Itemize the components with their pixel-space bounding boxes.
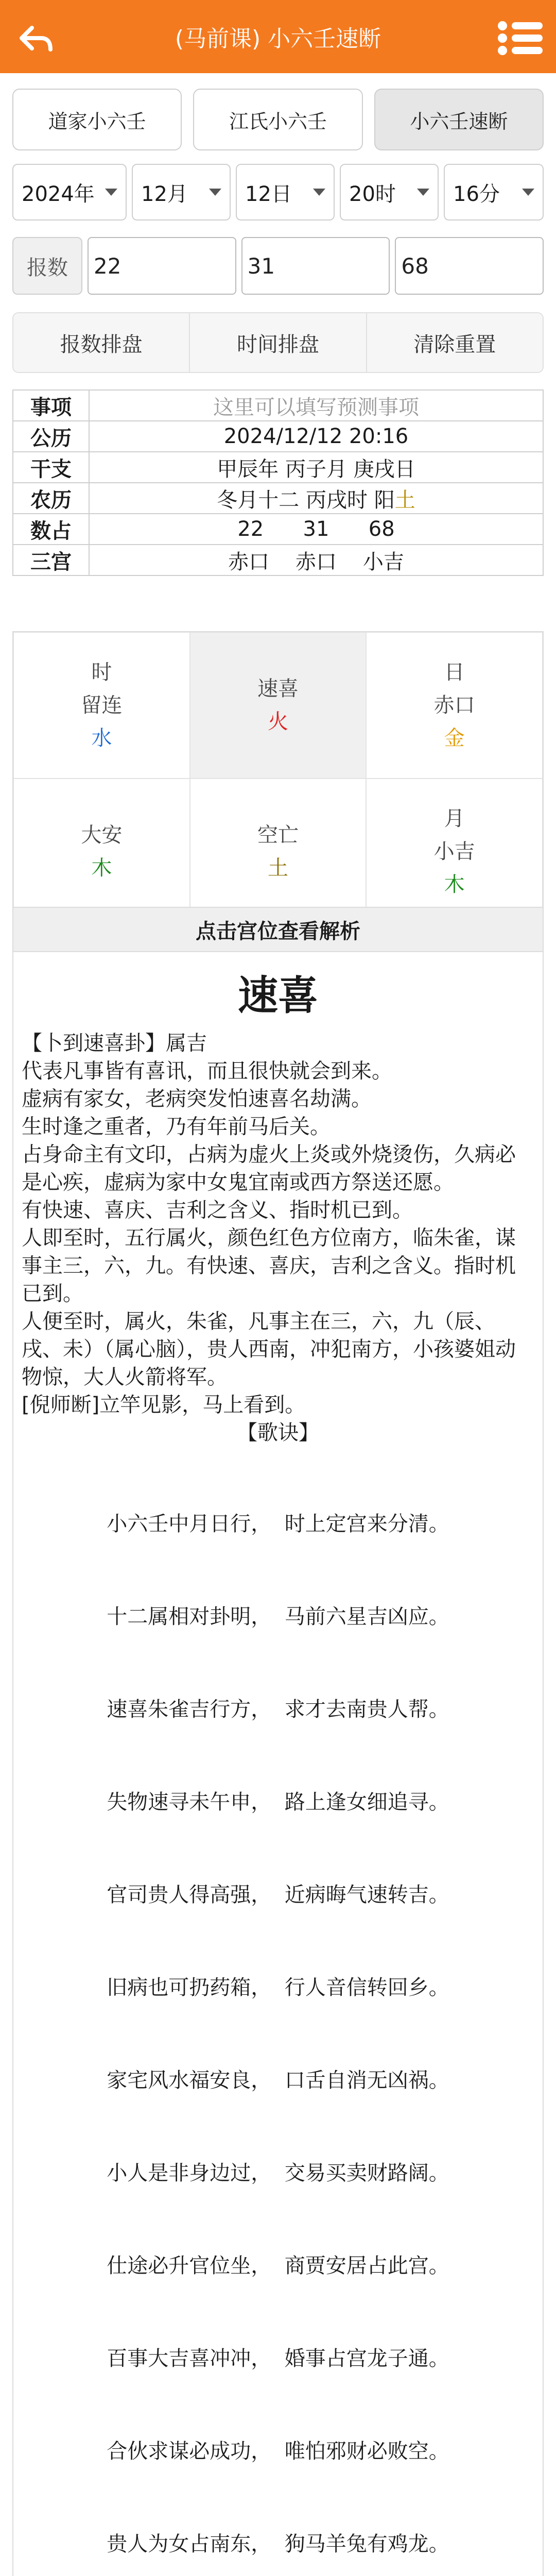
divination-number-3: 68	[368, 517, 395, 541]
poem-line: 家宅风水福安良， 口舌自消无凶祸。	[107, 2069, 449, 2092]
poem-line: 小人是非身边过， 交易买卖财路阔。	[107, 2161, 449, 2185]
analysis-body	[13, 1029, 543, 2576]
year-select[interactable]	[12, 164, 127, 221]
intro-line: 代表凡事皆有喜讯，而且很快就会到来。	[22, 1059, 392, 1083]
number-input-2[interactable]: 31	[241, 237, 390, 295]
chevron-down-icon	[105, 189, 117, 196]
matter-input[interactable]: 这里可以填写预测事项	[89, 390, 543, 421]
palace-name: 速喜	[257, 677, 299, 701]
palace-value-3: 小吉	[362, 550, 404, 574]
palace-label: 三宫	[13, 545, 89, 575]
palace-element: 水	[91, 726, 112, 750]
palace-value-2: 赤口	[296, 550, 337, 574]
palace-chikou[interactable]	[366, 632, 543, 778]
divination-number-1: 22	[237, 517, 264, 541]
hour-value: 20时	[349, 182, 396, 206]
ganzhi-label: 干支	[13, 452, 89, 483]
palace-value-1: 赤口	[228, 550, 270, 574]
analysis-panel	[12, 907, 544, 2576]
palace-name: 空亡	[257, 823, 299, 847]
poem-heading: 【歌诀】	[237, 1421, 319, 1445]
date-selects	[12, 164, 544, 221]
divination-label: 数占	[13, 514, 89, 545]
palace-suxi[interactable]	[190, 632, 367, 778]
palace-daan[interactable]	[13, 778, 190, 925]
intro-line: 虚病有家女，老病突发怕速喜名劫满。	[22, 1087, 372, 1111]
chevron-down-icon	[313, 189, 325, 196]
poem-line: 官司贵人得高强， 近病晦气速转吉。	[107, 1883, 449, 1907]
divination-values	[89, 514, 543, 545]
palace-element: 金	[444, 726, 465, 750]
tab-daoist[interactable]: 道家小六壬	[12, 89, 182, 150]
intro-line: 有快速、喜庆、吉利之含义、指时机已到。	[22, 1198, 413, 1222]
lunar-label: 农历	[13, 483, 89, 514]
intro-line: 人便至时，属火，朱雀，凡事主在三，六，九（辰、戌、未）（属心脑），贵人西南，冲犯南方，小孩婆姐动物惊，大人火箭将军。	[22, 1310, 516, 1389]
month-value: 12月	[141, 182, 188, 206]
minute-value: 16分	[453, 182, 500, 206]
intro-line: 生时逢之重者，乃有年前马后关。	[22, 1115, 331, 1139]
year-value: 2024年	[22, 182, 95, 206]
time-chart-button[interactable]: 时间排盘	[189, 313, 366, 372]
page-title: (马前课) 小六壬速断	[175, 26, 381, 52]
poem-line: 仕途必升官位坐， 商贾安居占此宫。	[107, 2254, 449, 2278]
table-row	[13, 514, 543, 545]
top-bar	[0, 0, 556, 73]
poem-line: 合伙求谋必成功， 唯怕邪财必败空。	[107, 2439, 449, 2463]
palace-name: 赤口	[433, 693, 475, 717]
intro-line: 【卜到速喜卦】属吉	[22, 1031, 207, 1055]
palace-xiaoji[interactable]	[366, 778, 543, 925]
back-arrow-icon[interactable]	[14, 18, 56, 59]
chevron-down-icon	[417, 189, 429, 196]
poem-line: 失物速寻未午申， 路上逢女细追寻。	[107, 1790, 449, 1814]
divination-number-2: 31	[303, 517, 329, 541]
month-select[interactable]	[132, 164, 231, 221]
palace-element: 木	[91, 856, 112, 880]
palace-name: 留连	[81, 693, 123, 717]
palace-name: 小吉	[433, 840, 475, 863]
poem-line: 十二属相对卦明， 马前六星吉凶应。	[107, 1605, 449, 1629]
poem-line: 速喜朱雀吉行方， 求才去南贵人帮。	[107, 1698, 449, 1721]
palace-kongwang[interactable]	[190, 778, 367, 925]
chevron-down-icon	[522, 189, 534, 196]
poem-line: 小六壬中月日行， 时上定宫来分清。	[107, 1512, 449, 1536]
intro-line: [倪师断]立竿见影，马上看到。	[22, 1393, 306, 1417]
table-row	[13, 390, 543, 421]
number-input-3[interactable]: 68	[395, 237, 544, 295]
palace-liulian[interactable]	[13, 632, 190, 778]
intro-block	[22, 1029, 534, 1419]
intro-line: 占身命主有文印，占病为虚火上炎或外烧烫伤，久病必是心疾，虚病为家中女鬼宜南或西方祭送还愿。	[22, 1143, 516, 1194]
table-row	[13, 545, 543, 575]
tab-quick[interactable]: 小六壬速断	[374, 89, 544, 150]
lunar-element: 土	[394, 488, 415, 512]
poem-line: 旧病也可扔药箱， 行人音信转回乡。	[107, 1976, 449, 1999]
palace-marker: 日	[444, 660, 465, 684]
lunar-value-main: 冬月十二 丙戌时 阳	[217, 488, 395, 512]
poem-line: 贵人为女占南东， 狗马羊兔有鸡龙。	[107, 2532, 449, 2556]
poem-block	[22, 1447, 534, 2576]
action-buttons	[12, 312, 544, 373]
palace-name: 大安	[81, 823, 123, 847]
palace-grid	[12, 631, 544, 926]
palace-marker: 时	[91, 660, 112, 684]
palace-marker: 月	[444, 807, 465, 831]
info-table	[12, 389, 544, 576]
palace-values	[89, 545, 543, 575]
intro-line: 人即至时，五行属火，颜色红色方位南方，临朱雀，谋事主三，六，九。有快速、喜庆，吉利之含义。指时机已到。	[22, 1226, 516, 1306]
menu-list-icon[interactable]	[495, 18, 545, 59]
analysis-title: 速喜	[237, 973, 318, 1019]
poem-line: 百事大吉喜冲冲， 婚事占宫龙子通。	[107, 2347, 449, 2370]
hour-select[interactable]	[340, 164, 439, 221]
number-label: 报数	[12, 237, 82, 295]
gregorian-label: 公历	[13, 421, 89, 452]
reset-button[interactable]: 清除重置	[366, 313, 543, 372]
palace-element: 土	[267, 856, 288, 880]
day-value: 12日	[245, 182, 292, 206]
day-select[interactable]	[236, 164, 335, 221]
number-inputs	[12, 237, 544, 295]
palace-element: 火	[267, 710, 288, 734]
gregorian-value: 2024/12/12 20:16	[89, 421, 543, 452]
table-row	[13, 452, 543, 483]
mode-tabs	[12, 89, 544, 150]
palace-element: 木	[444, 873, 465, 896]
table-row	[13, 483, 543, 514]
number-chart-button[interactable]: 报数排盘	[13, 313, 189, 372]
analysis-header: 点击宫位查看解析	[13, 908, 543, 952]
chevron-down-icon	[209, 189, 221, 196]
minute-select[interactable]	[444, 164, 544, 221]
tab-jiang[interactable]: 江氏小六壬	[193, 89, 362, 150]
table-row	[13, 421, 543, 452]
matter-label: 事项	[13, 390, 89, 421]
number-input-1[interactable]: 22	[88, 237, 236, 295]
lunar-value	[89, 483, 543, 514]
ganzhi-value: 甲辰年 丙子月 庚戌日	[89, 452, 543, 483]
